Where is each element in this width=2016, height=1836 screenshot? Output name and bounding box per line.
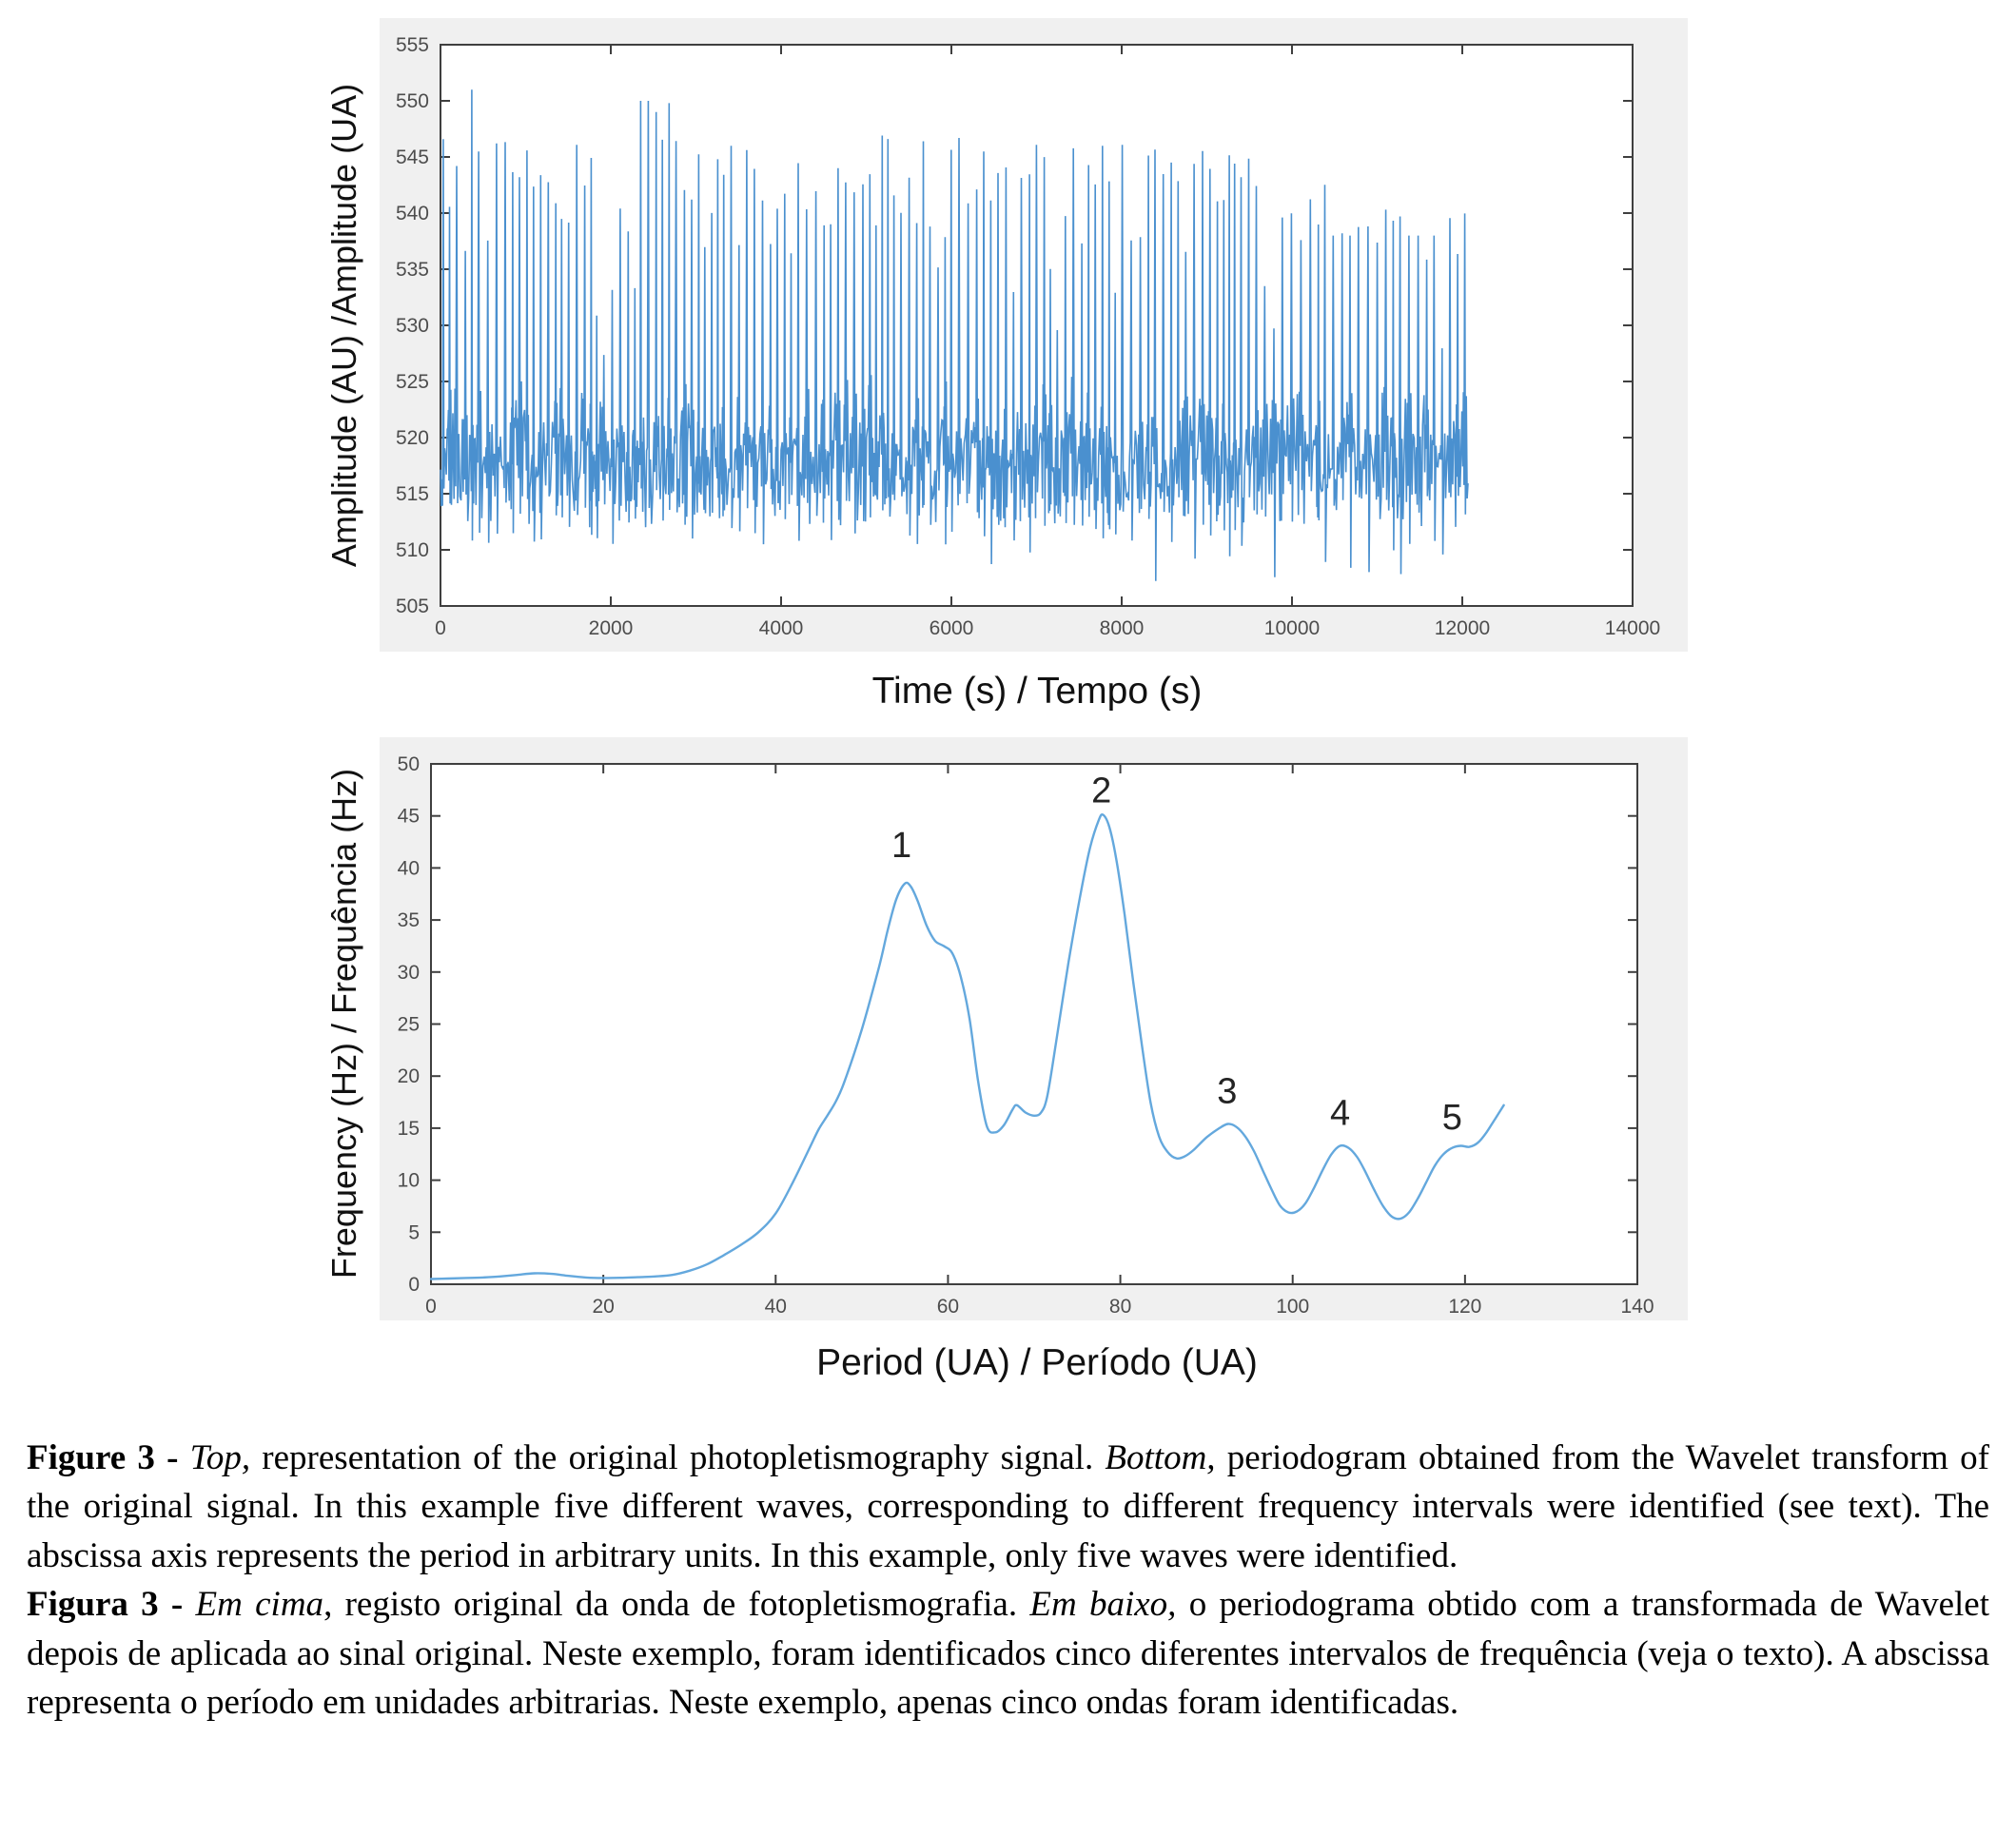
- svg-text:80: 80: [1108, 1296, 1132, 1318]
- svg-text:50: 50: [397, 753, 420, 775]
- svg-text:100: 100: [1276, 1296, 1310, 1318]
- peak-label-2: 2: [1091, 771, 1112, 811]
- svg-text:0: 0: [408, 1274, 420, 1296]
- bottom-chart-x-axis-label: Period (UA) / Período (UA): [816, 1342, 1258, 1383]
- svg-text:6000: 6000: [929, 617, 974, 639]
- ppg-signal-chart: [380, 18, 1688, 652]
- periodogram-chart: [380, 737, 1688, 1320]
- peak-label-1: 1: [891, 826, 912, 867]
- svg-text:505: 505: [395, 596, 429, 617]
- svg-text:140: 140: [1620, 1296, 1654, 1318]
- peak-label-5: 5: [1441, 1097, 1462, 1138]
- svg-text:550: 550: [395, 90, 429, 112]
- svg-text:12000: 12000: [1434, 617, 1491, 639]
- svg-text:535: 535: [395, 259, 429, 281]
- svg-text:555: 555: [395, 34, 429, 56]
- svg-text:10000: 10000: [1263, 617, 1321, 639]
- svg-text:15: 15: [397, 1117, 420, 1140]
- svg-text:45: 45: [397, 805, 420, 828]
- top-chart-y-axis-label: Amplitude (AU) /Amplitude (UA): [324, 83, 363, 568]
- svg-text:40: 40: [764, 1296, 787, 1318]
- svg-text:10: 10: [397, 1169, 420, 1192]
- peak-label-4: 4: [1329, 1093, 1351, 1134]
- svg-text:60: 60: [936, 1296, 960, 1318]
- figure-caption-english: Figure 3 - Top, representation of the original photopletismography signal. Bottom, periodogram obtained from the Wavelet transform of the original signal. In this example five different waves, corresponding to different frequency intervals were identified (see text). The abscissa axis represents the period in arbitrary units. In this example, only five waves were identified.: [27, 1438, 1989, 1575]
- svg-text:20: 20: [592, 1296, 615, 1318]
- svg-text:20: 20: [397, 1065, 420, 1088]
- svg-text:545: 545: [395, 146, 429, 168]
- svg-text:8000: 8000: [1099, 617, 1145, 639]
- top-chart-x-axis-label: Time (s) / Tempo (s): [871, 671, 1203, 712]
- svg-text:4000: 4000: [758, 617, 804, 639]
- svg-text:0: 0: [435, 617, 446, 639]
- svg-text:35: 35: [397, 909, 420, 932]
- bottom-chart-y-axis-label: Frequency (Hz) / Frequência (Hz): [324, 768, 363, 1279]
- peak-label-3: 3: [1217, 1071, 1238, 1112]
- svg-text:0: 0: [425, 1296, 437, 1318]
- svg-text:14000: 14000: [1604, 617, 1661, 639]
- svg-text:530: 530: [395, 315, 429, 337]
- svg-text:40: 40: [397, 857, 420, 880]
- svg-text:30: 30: [397, 961, 420, 984]
- svg-text:515: 515: [395, 483, 429, 505]
- ppg-signal-chart-panel: [380, 18, 1688, 652]
- svg-text:25: 25: [397, 1013, 420, 1036]
- figure-caption-portuguese: Figura 3 - Em cima, registo original da onda de fotopletismografia. Em baixo, o periodograma obtido com a transformada de Wavelet depois de aplicada ao sinal original. Neste exemplo, foram identificados cinco diferentes intervalos de frequência (veja o texto). A abscissa representa o período em unidades arbitrarias. Neste exemplo, apenas cinco ondas foram identificadas.: [27, 1585, 1990, 1723]
- periodogram-chart-panel: [380, 737, 1688, 1320]
- svg-text:540: 540: [395, 203, 429, 225]
- svg-text:5: 5: [408, 1221, 420, 1244]
- svg-text:510: 510: [395, 539, 429, 561]
- svg-text:520: 520: [395, 427, 429, 449]
- plot-area: [431, 764, 1637, 1284]
- svg-text:120: 120: [1448, 1296, 1482, 1318]
- svg-text:525: 525: [395, 371, 429, 393]
- svg-text:2000: 2000: [588, 617, 634, 639]
- figure-caption: [27, 1434, 1989, 1728]
